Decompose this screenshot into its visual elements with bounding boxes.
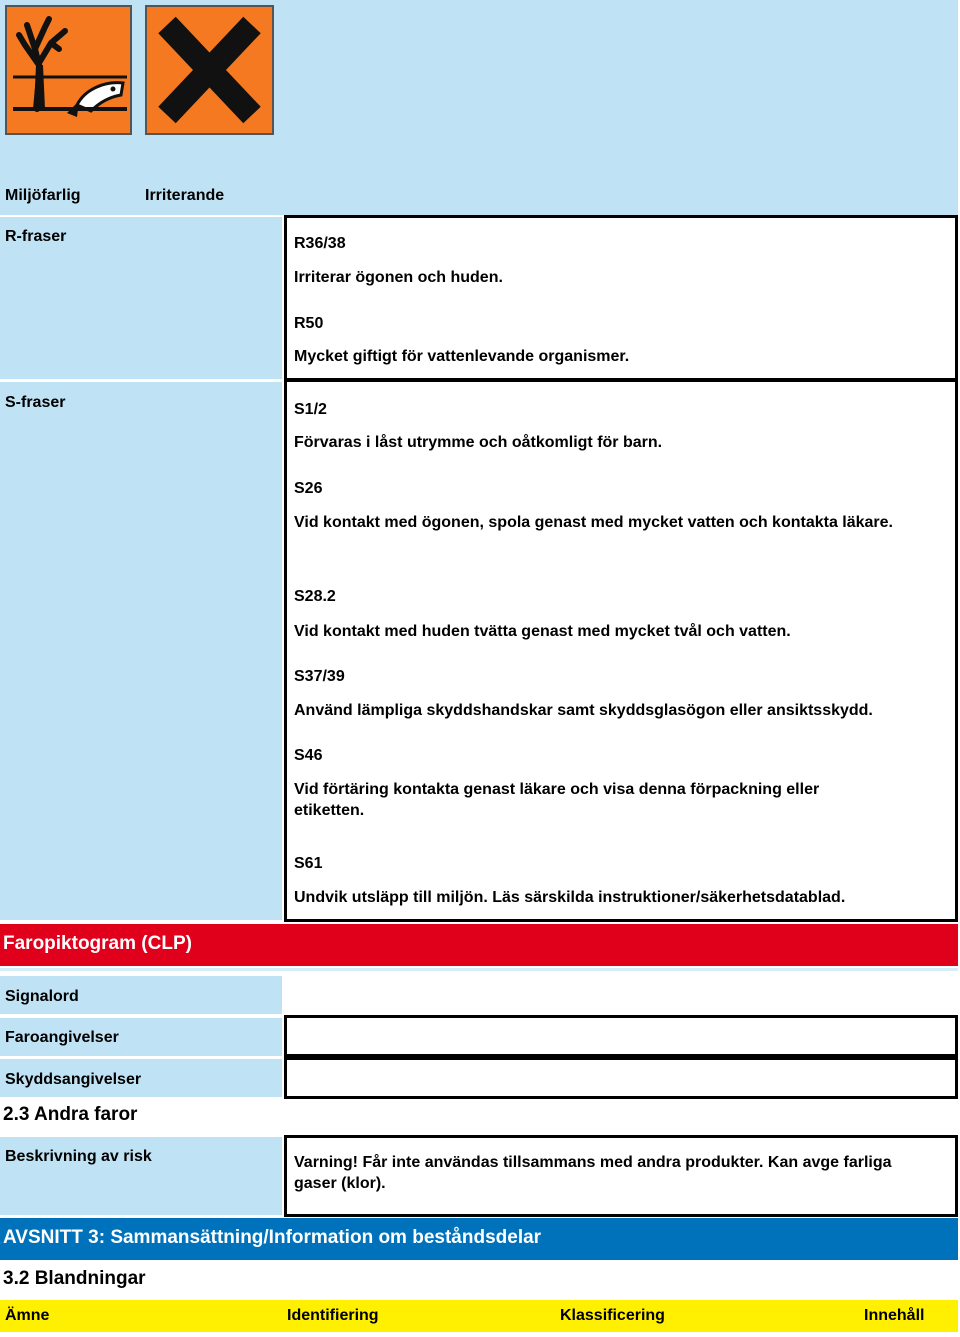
skyddsangivelser-box bbox=[284, 1057, 958, 1099]
pictogram-label-irritant: Irriterande bbox=[145, 187, 225, 204]
s-phrase-text: Förvaras i låst utrymme och oåtkomligt för barn. bbox=[294, 434, 663, 451]
pictogram-label-environment: Miljöfarlig bbox=[5, 187, 81, 204]
signalord-label: Signalord bbox=[5, 988, 79, 1005]
s-phrase-text: Vid förtäring kontakta genast läkare och visa denna förpackning eller etiketten. bbox=[294, 781, 820, 819]
r-phrases-label: R-fraser bbox=[5, 228, 67, 245]
column-header-classification: Klassificering bbox=[560, 1307, 665, 1324]
s-phrase-text: Undvik utsläpp till miljön. Läs särskilda instruktioner/säkerhetsdatablad. bbox=[294, 889, 846, 906]
mixtures-title: 3.2 Blandningar bbox=[3, 1268, 146, 1289]
irritant-x-icon bbox=[145, 5, 274, 135]
s-phrases-label-cell bbox=[0, 382, 282, 920]
s-phrase-code: S1/2 bbox=[294, 401, 327, 418]
composition-table-header bbox=[0, 1300, 958, 1332]
risk-text: Varning! Får inte användas tillsammans med andra produkter. Kan avge farliga gaser (klor). bbox=[294, 1154, 892, 1192]
r-phrase-code: R36/38 bbox=[294, 235, 346, 252]
s-phrase-text: Använd lämpliga skyddshandskar samt skyddsglasögon eller ansiktsskydd. bbox=[294, 702, 873, 719]
faroangivelser-label: Faroangivelser bbox=[5, 1029, 119, 1046]
r-phrase-code: R50 bbox=[294, 315, 324, 332]
other-hazards-title: 2.3 Andra faror bbox=[3, 1104, 138, 1125]
s-phrase-code: S46 bbox=[294, 747, 323, 764]
s-phrase-text: Vid kontakt med ögonen, spola genast med mycket vatten och kontakta läkare. bbox=[294, 514, 893, 531]
clp-section-header bbox=[0, 924, 958, 966]
clp-header-text: Faropiktogram (CLP) bbox=[3, 933, 192, 954]
section3-header-text: AVSNITT 3: Sammansättning/Information om beståndsdelar bbox=[3, 1227, 542, 1248]
r-phrase-text: Mycket giftigt för vattenlevande organismer. bbox=[294, 348, 630, 365]
s-phrase-code: S37/39 bbox=[294, 668, 345, 685]
risk-label: Beskrivning av risk bbox=[5, 1148, 152, 1165]
divider bbox=[0, 968, 958, 971]
s-phrase-text: Vid kontakt med huden tvätta genast med mycket tvål och vatten. bbox=[294, 623, 791, 640]
faroangivelser-box bbox=[284, 1015, 958, 1057]
s-phrases-label: S-fraser bbox=[5, 394, 66, 411]
s-phrase-code: S26 bbox=[294, 480, 323, 497]
pictogram-area bbox=[0, 0, 958, 215]
column-header-substance: Ämne bbox=[5, 1307, 50, 1324]
s-phrase-code: S28.2 bbox=[294, 588, 336, 605]
s-phrases-box bbox=[284, 379, 958, 922]
section3-header bbox=[0, 1218, 958, 1260]
r-phrase-text: Irriterar ögonen och huden. bbox=[294, 269, 503, 286]
environment-hazard-icon bbox=[5, 5, 132, 135]
column-header-identification: Identifiering bbox=[287, 1307, 379, 1324]
column-header-content: Innehåll bbox=[864, 1307, 925, 1324]
skyddsangivelser-label: Skyddsangivelser bbox=[5, 1071, 142, 1088]
s-phrase-code: S61 bbox=[294, 855, 323, 872]
